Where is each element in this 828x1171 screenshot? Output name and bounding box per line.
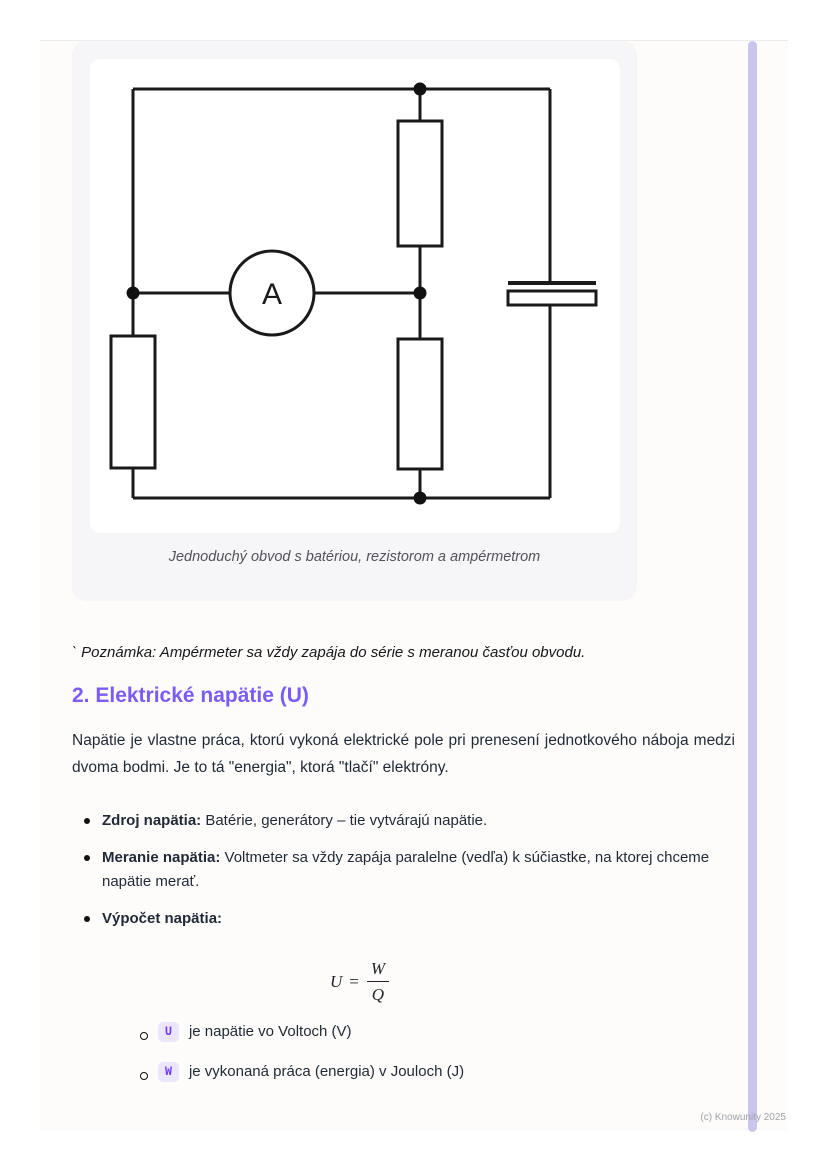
formula-fraction <box>366 959 390 1004</box>
voltage-formula <box>72 959 648 1004</box>
list-item <box>140 1020 700 1044</box>
list-item <box>140 1060 700 1084</box>
bullet-list <box>84 809 735 931</box>
sub-bullet-list <box>140 1020 700 1084</box>
circuit-diagram <box>90 59 620 533</box>
list-item <box>84 846 735 894</box>
bullet-text <box>102 907 222 931</box>
battery-plate-bottom <box>508 291 596 305</box>
resistor-top-right <box>398 121 442 246</box>
sub-bullet-text: je vykonaná práca (energia) v Jouloch (J) <box>188 1063 465 1080</box>
formula-equals: = <box>349 971 359 991</box>
ammeter-label: A <box>261 278 282 311</box>
resistor-middle-bottom <box>398 339 442 469</box>
section-heading: 2. Elektrické napätie (U) <box>72 684 309 707</box>
bullet-label: Meranie napätia: <box>102 849 221 866</box>
battery-symbol <box>508 283 596 305</box>
note-text: ` Poznámka: Ampérmeter sa vždy zapája do série s meranou časťou obvodu. <box>72 644 586 661</box>
junction-dot-top <box>413 83 426 96</box>
bullet-text <box>102 846 735 894</box>
ammeter <box>230 251 314 335</box>
bullet-label: Zdroj napätia: <box>102 812 202 829</box>
sub-bullet-text: je napätie vo Voltoch (V) <box>188 1023 352 1040</box>
list-item <box>84 809 735 833</box>
bullet-body: Voltmeter sa vždy zapája paralelne (vedľa) k súčiastke, na ktorej chceme napätie merať. <box>102 849 710 890</box>
circuit-figure-card <box>72 41 637 601</box>
formula-lhs: U <box>329 971 343 991</box>
bullet-label: Výpočet napätia: <box>102 910 223 927</box>
intro-paragraph: Napätie je vlastne práca, ktorú vykoná elektrické pole pri prenesení jednotkového náboja medzi dvoma bodmi. Je to tá "energia", ktorá "tlačí" elektróny. <box>72 732 735 776</box>
copyright-watermark: (c) Knowunity 2025 <box>700 1112 786 1123</box>
formula-numerator: W <box>370 959 386 978</box>
junction-dot-bottom <box>413 492 426 505</box>
bullet-marker <box>84 916 90 922</box>
scrollbar-thumb[interactable] <box>748 41 757 1132</box>
junction-dot-left <box>126 287 139 300</box>
document-viewport <box>40 40 788 1131</box>
circuit-wires <box>133 89 550 498</box>
hollow-bullet-marker <box>140 1032 148 1040</box>
hollow-bullet-marker <box>140 1072 148 1080</box>
bullet-body: Batérie, generátory – tie vytvárajú napätie. <box>201 812 488 829</box>
resistor-left <box>111 336 155 468</box>
code-badge-u: U <box>158 1022 179 1042</box>
bullet-text <box>102 809 487 833</box>
figure-caption: Jednoduchý obvod s batériou, rezistorom a ampérmetrom <box>168 549 541 565</box>
code-badge-w: W <box>158 1062 179 1082</box>
list-item <box>84 907 735 931</box>
circuit-diagram-panel <box>90 59 620 533</box>
junction-dot-center <box>413 287 426 300</box>
bullet-marker <box>84 855 90 861</box>
formula-denominator: Q <box>367 981 389 1004</box>
bullet-marker <box>84 818 90 824</box>
